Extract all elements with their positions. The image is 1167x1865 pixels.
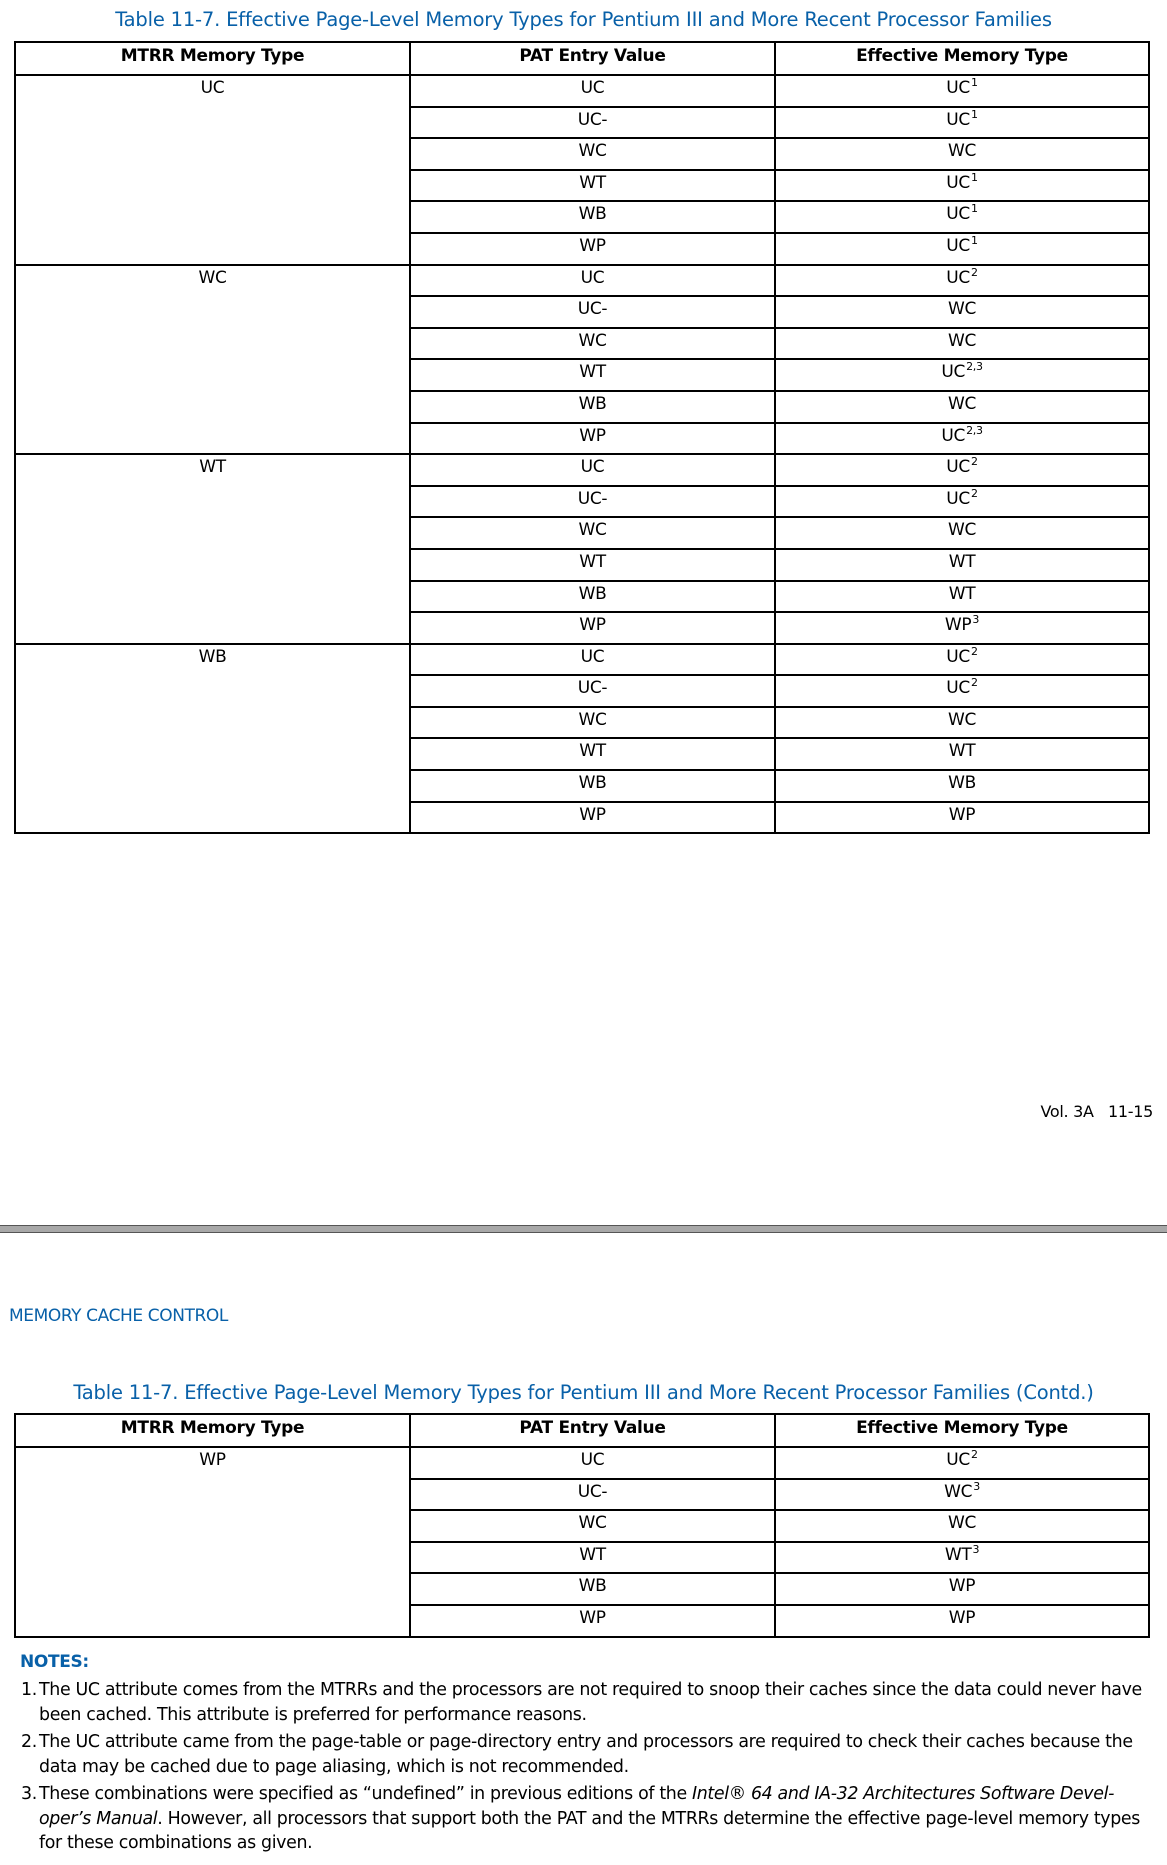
pat-value-cell: WC [410, 517, 775, 549]
effective-type-value: WT [948, 583, 976, 604]
effective-type-cell [775, 107, 1149, 139]
table-row [15, 75, 1149, 107]
notes-title: NOTES: [20, 1652, 89, 1672]
footnote-ref: 3 [972, 613, 980, 627]
pat-value-cell: WB [410, 201, 775, 233]
mtrr-type-cell: WT [15, 454, 410, 644]
column-header-effective: Effective Memory Type [775, 1414, 1149, 1447]
footnote-ref: 2 [971, 676, 978, 690]
effective-type-value: WT [944, 1544, 972, 1565]
effective-type-cell [775, 1510, 1149, 1542]
footnote-ref: 2 [971, 644, 978, 658]
table-row [15, 1447, 1149, 1479]
mtrr-type-cell: WP [15, 1447, 410, 1637]
pat-value-cell: WB [410, 770, 775, 802]
column-header-pat: PAT Entry Value [410, 1414, 775, 1447]
notes-section [14, 1649, 1154, 1856]
effective-type-value: WT [948, 741, 976, 762]
pat-value-cell: UC- [410, 296, 775, 328]
pat-value-cell: WT [410, 359, 775, 391]
effective-type-value: UC [946, 204, 970, 225]
effective-type-value: UC [946, 646, 970, 667]
effective-type-value: UC [941, 362, 966, 383]
pat-value-cell: UC [410, 644, 775, 676]
pat-value-cell: WP [410, 612, 775, 644]
pat-value-cell: WP [410, 1605, 775, 1637]
effective-type-value: UC [946, 78, 970, 98]
effective-type-cell [775, 423, 1149, 455]
pat-value-cell: WC [410, 328, 775, 360]
footnote-ref: 1 [971, 233, 978, 247]
effective-type-value: UC [946, 678, 970, 699]
effective-type-value: WT [948, 551, 976, 572]
page-separator [0, 1225, 1167, 1233]
effective-type-value: UC [946, 235, 970, 256]
pat-value-cell: UC [410, 265, 775, 297]
note-number: 1. [21, 1680, 37, 1700]
pat-value-cell: WT [410, 738, 775, 770]
mtrr-type-cell: WB [15, 644, 410, 834]
running-header: MEMORY CACHE CONTROL [9, 1306, 228, 1326]
effective-type-cell [775, 170, 1149, 202]
note-item [14, 1678, 1154, 1727]
column-header-mtrr: MTRR Memory Type [15, 42, 410, 75]
note-item [14, 1730, 1154, 1779]
table-row [15, 265, 1149, 297]
effective-type-value: WC [947, 393, 977, 414]
note-item [14, 1782, 1154, 1856]
effective-type-cell [775, 675, 1149, 707]
table-row [15, 454, 1149, 486]
effective-type-cell [775, 391, 1149, 423]
footnote-ref: 2 [971, 1448, 978, 1461]
effective-type-value: WP [948, 1576, 976, 1597]
effective-type-value: WC [947, 330, 977, 351]
effective-type-value: UC [946, 267, 970, 288]
effective-type-value: UC [946, 457, 970, 478]
pat-value-cell: WC [410, 1510, 775, 1542]
pat-value-cell: WC [410, 138, 775, 170]
pat-value-cell: WP [410, 423, 775, 455]
footnote-ref: 1 [971, 170, 978, 184]
pat-value-cell: WT [410, 549, 775, 581]
effective-type-cell [775, 738, 1149, 770]
note-text: The UC attribute comes from the MTRRs and the processors are not required to snoop their caches since the data could never have been cached. This attribute is preferred for performance reasons. [39, 1680, 1142, 1725]
table-header-row [15, 42, 1149, 75]
pat-value-cell: UC- [410, 1479, 775, 1511]
mtrr-type-cell: WC [15, 265, 410, 455]
pat-value-cell: UC- [410, 675, 775, 707]
footnote-ref: 2,3 [966, 423, 983, 437]
pat-value-cell: UC- [410, 486, 775, 518]
pat-value-cell: UC [410, 454, 775, 486]
effective-type-cell [775, 707, 1149, 739]
pat-value-cell: WT [410, 1542, 775, 1574]
note-citation: Intel® 64 and IA-32 Architectures Software Devel-oper’s Manual [39, 1784, 1114, 1829]
notes-list [14, 1678, 1154, 1856]
table-row [15, 644, 1149, 676]
footnote-ref: 2 [971, 486, 978, 500]
effective-type-cell [775, 1605, 1149, 1637]
footnote-ref: 2 [971, 455, 978, 469]
effective-type-value: WC [947, 709, 977, 730]
note-text: . However, all processors that support both the PAT and the MTRRs determine the effective page-level memory types for these combinations as given. [39, 1808, 1140, 1853]
footnote-ref: 3 [973, 1479, 980, 1493]
mtrr-type-cell: UC [15, 75, 410, 265]
effective-type-cell [775, 359, 1149, 391]
pat-value-cell: WB [410, 391, 775, 423]
pat-value-cell: UC [410, 1447, 775, 1479]
column-header-effective: Effective Memory Type [775, 42, 1149, 75]
effective-type-value: UC [946, 172, 970, 193]
effective-type-value: WC [947, 1513, 977, 1534]
footnote-ref: 2 [971, 265, 978, 279]
effective-type-cell [775, 328, 1149, 360]
effective-type-value: WP [948, 804, 976, 825]
effective-type-value: WP [944, 615, 972, 636]
effective-type-cell [775, 1479, 1149, 1511]
effective-type-value: UC [946, 1450, 970, 1470]
footnote-ref: 2,3 [966, 360, 983, 374]
table-caption-contd: Table 11-7. Effective Page-Level Memory Types for Pentium III and More Recent Processor Families (Contd.) [73, 1381, 1094, 1404]
effective-type-cell [775, 770, 1149, 802]
table-caption: Table 11-7. Effective Page-Level Memory Types for Pentium III and More Recent Processor Families [115, 8, 1052, 31]
effective-type-cell [775, 1447, 1149, 1479]
effective-type-cell [775, 517, 1149, 549]
effective-type-cell [775, 1542, 1149, 1574]
note-text: These combinations were specified as “undefined” in previous editions of the [39, 1784, 692, 1804]
effective-type-cell [775, 486, 1149, 518]
pat-value-cell: WP [410, 233, 775, 265]
memory-type-table-contd [14, 1413, 1148, 1638]
page-footer: Vol. 3A 11-15 [1040, 1102, 1153, 1121]
note-number: 2. [21, 1732, 37, 1752]
footnote-ref: 3 [972, 1542, 980, 1556]
column-header-mtrr: MTRR Memory Type [15, 1414, 410, 1447]
effective-type-value: WP [948, 1607, 976, 1628]
effective-type-cell [775, 296, 1149, 328]
effective-type-value: WC [944, 1481, 973, 1502]
effective-type-value: UC [941, 425, 966, 446]
pat-value-cell: WB [410, 1573, 775, 1605]
effective-type-cell [775, 644, 1149, 676]
pat-value-cell: UC- [410, 107, 775, 139]
pat-value-cell: UC [410, 75, 775, 107]
effective-type-value: WC [947, 141, 977, 162]
effective-type-cell [775, 454, 1149, 486]
effective-type-value: UC [946, 109, 970, 130]
footnote-ref: 1 [971, 202, 978, 216]
table-header-row [15, 1414, 1149, 1447]
effective-type-cell [775, 581, 1149, 613]
effective-type-value: UC [946, 488, 970, 509]
memory-type-table [14, 41, 1148, 834]
effective-type-cell [775, 201, 1149, 233]
column-header-pat: PAT Entry Value [410, 42, 775, 75]
effective-type-cell [775, 612, 1149, 644]
effective-type-cell [775, 802, 1149, 834]
effective-type-cell [775, 265, 1149, 297]
pat-value-cell: WC [410, 707, 775, 739]
effective-type-value: WC [947, 299, 977, 320]
effective-type-cell [775, 233, 1149, 265]
note-text: The UC attribute came from the page-table or page-directory entry and processors are required to check their caches because the data may be cached due to page aliasing, which is not recommended. [39, 1732, 1133, 1777]
effective-type-value: WC [947, 520, 977, 541]
pat-value-cell: WB [410, 581, 775, 613]
pat-value-cell: WT [410, 170, 775, 202]
footnote-ref: 1 [971, 76, 978, 89]
effective-type-cell [775, 549, 1149, 581]
pat-value-cell: WP [410, 802, 775, 834]
note-number: 3. [21, 1784, 37, 1804]
footnote-ref: 1 [971, 107, 978, 121]
effective-type-cell [775, 1573, 1149, 1605]
effective-type-cell [775, 75, 1149, 107]
effective-type-value: WB [948, 773, 976, 794]
effective-type-cell [775, 138, 1149, 170]
